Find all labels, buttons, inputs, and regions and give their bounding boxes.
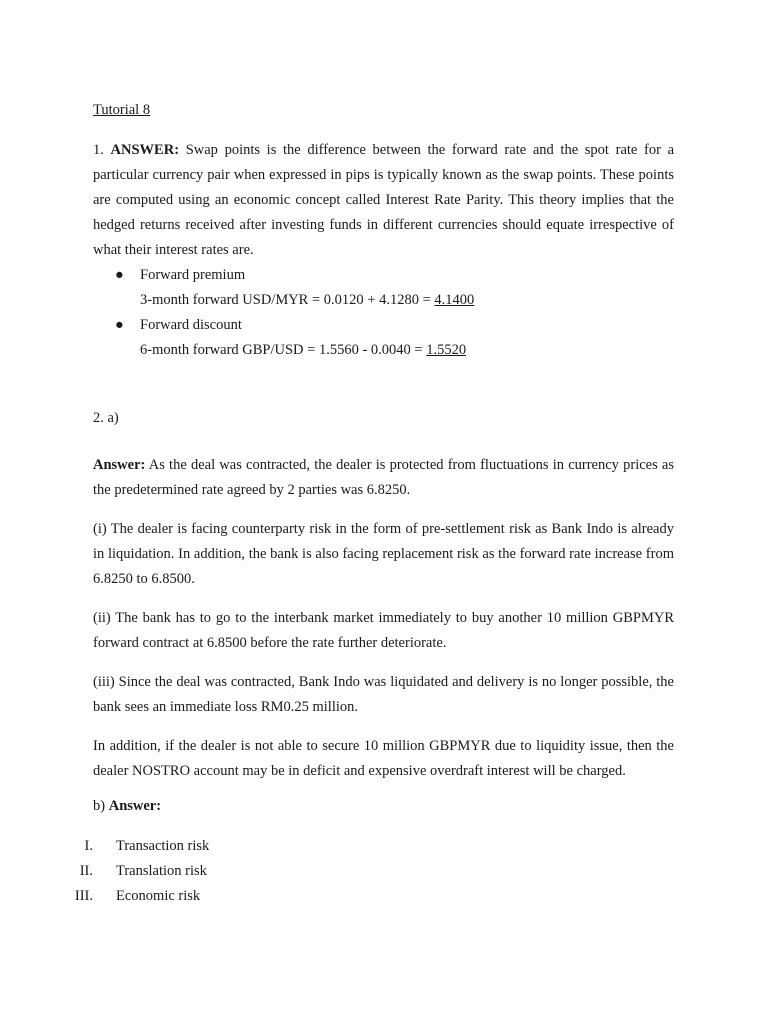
- bullet-icon: ●: [115, 317, 124, 333]
- q2-answer-text: As the deal was contracted, the dealer is protected from fluctuations in currency prices as the predetermined rate agreed by 2 parties was 6.8250.: [93, 457, 674, 498]
- q1-formula-premium: [93, 288, 674, 313]
- list-item: [74, 884, 674, 909]
- formula-text: 6-month forward GBP/USD = 1.5560 - 0.0040 =: [140, 342, 427, 358]
- list-item-label: Transaction risk: [116, 838, 210, 854]
- bullet-label: Forward premium: [140, 267, 246, 283]
- document-title: Tutorial 8: [93, 102, 151, 118]
- document-page: [74, 100, 675, 909]
- q2-b-heading: [93, 796, 674, 816]
- q2-heading: 2. a): [93, 410, 119, 426]
- q2-answer-label: Answer:: [93, 457, 146, 473]
- q2-point-iii: (iii) Since the deal was contracted, Bank Indo was liquidated and delivery is no longer possible, the bank sees an immediate loss RM0.25 million.: [93, 674, 674, 715]
- formula-result: 1.5520: [426, 342, 467, 358]
- q2-b-prefix: b): [93, 798, 109, 814]
- list-item-label: Economic risk: [116, 888, 201, 904]
- q1-answer-label: ANSWER:: [110, 142, 180, 158]
- list-item: [79, 859, 674, 884]
- q1-answer-paragraph: [93, 138, 674, 263]
- list-item-number: II.: [79, 863, 93, 879]
- list-item: [84, 834, 674, 859]
- q1-formula-discount: [93, 338, 674, 363]
- q2-b-answer-label: Answer:: [108, 798, 162, 814]
- bullet-label: Forward discount: [140, 317, 242, 333]
- q1-bullet-discount: [93, 313, 674, 338]
- q2-point-ii: (ii) The bank has to go to the interbank market immediately to buy another 10 million GBPMYR forward contract at 6.8500 before the rate further deteriorate.: [93, 610, 674, 651]
- formula-text: 3-month forward USD/MYR = 0.0120 + 4.1280 =: [140, 292, 435, 308]
- list-item-label: Translation risk: [116, 863, 207, 879]
- q2-point-i: (i) The dealer is facing counterparty risk in the form of pre-settlement risk as Bank Indo is already in liquidation. In addition, the bank is also facing replacement risk as the forward rate increase from 6.8250 to 6.8500.: [93, 521, 674, 587]
- list-item-number: I.: [84, 838, 93, 854]
- formula-result: 4.1400: [434, 292, 475, 308]
- q2-addition-paragraph: In addition, if the dealer is not able to secure 10 million GBPMYR due to liquidity issue, then the dealer NOSTRO account may be in deficit and expensive overdraft interest will be charged.: [93, 738, 674, 779]
- q1-answer-text: Swap points is the difference between the forward rate and the spot rate for a particular currency pair when expressed in pips is typically known as the swap points. These points are computed using an economic concept called Interest Rate Parity. This theory implies that the hedged returns received after investing funds in different currencies should equate irrespective of what their interest rates are.: [93, 142, 675, 258]
- q2-answer-paragraph: [93, 453, 674, 503]
- q1-bullet-premium: [93, 263, 674, 288]
- risk-list: [74, 834, 674, 909]
- bullet-icon: ●: [115, 267, 124, 283]
- list-item-number: III.: [74, 888, 93, 904]
- q1-number: 1.: [93, 142, 104, 158]
